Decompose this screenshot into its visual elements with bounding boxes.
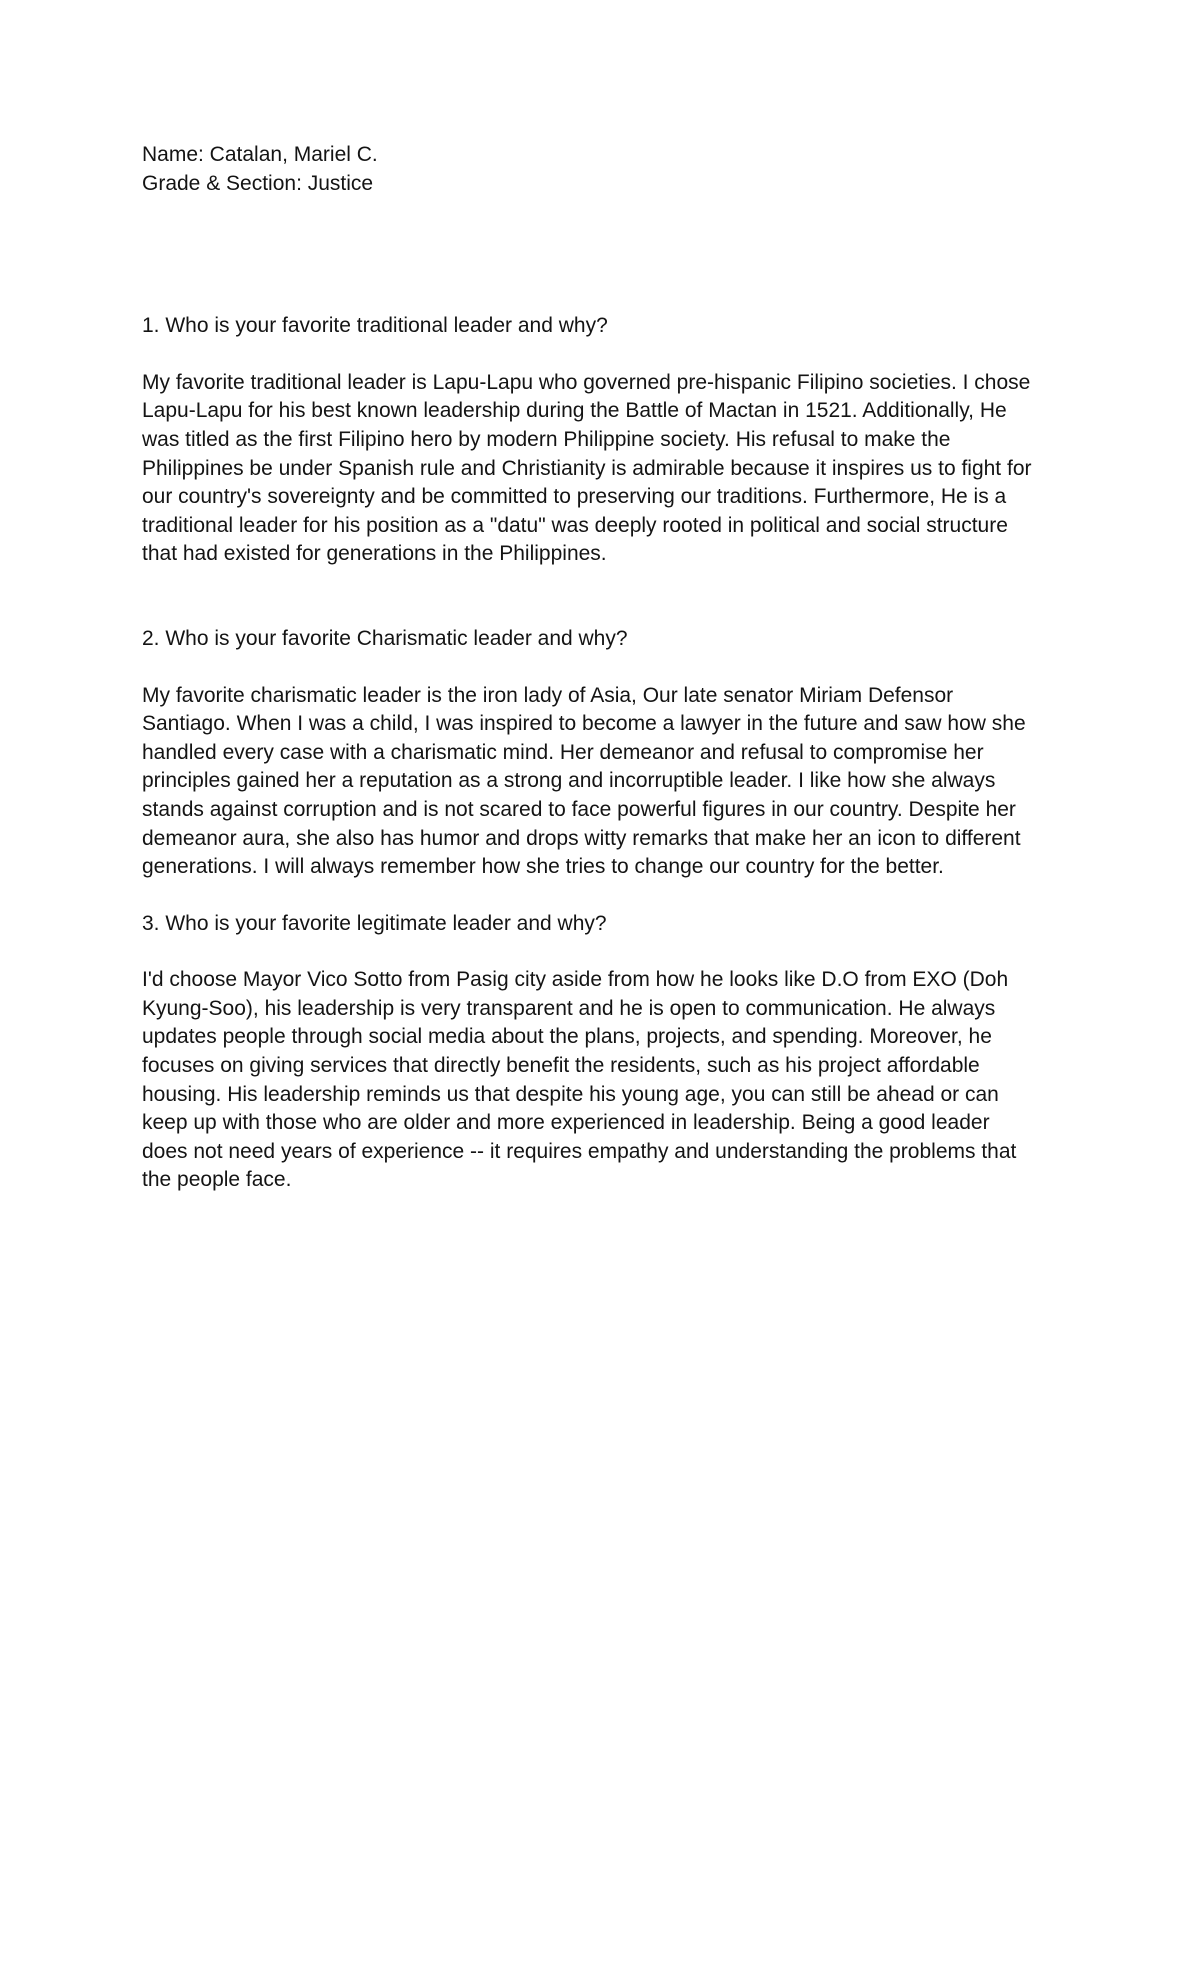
answer-line: focuses on giving services that directly benefit the residents, such as his project affordable (142, 1054, 980, 1078)
answer-line: updates people through social media about the plans, projects, and spending. Moreover, he (142, 1025, 992, 1049)
question-1 (142, 312, 1082, 341)
answer-line: the people face. (142, 1168, 292, 1192)
answer-3 (142, 966, 1082, 1195)
answer-line: demeanor aura, she also has humor and drops witty remarks that make her an icon to different (142, 826, 1021, 850)
question-2 (142, 625, 1082, 654)
document-page (142, 141, 1082, 1195)
grade-section: Grade & Section: Justice (142, 171, 374, 195)
answer-1 (142, 369, 1082, 569)
answer-line: I'd choose Mayor Vico Sotto from Pasig city aside from how he looks like D.O from EXO (Doh (142, 968, 1009, 992)
question-text: 3. Who is your favorite legitimate leader and why? (142, 911, 607, 935)
question-3 (142, 910, 1082, 939)
answer-line: principles gained her a reputation as a strong and incorruptible leader. I like how she always (142, 769, 996, 793)
answer-line: Santiago. When I was a child, I was inspired to become a lawyer in the future and saw how she (142, 712, 1026, 736)
answer-line: Philippines be under Spanish rule and Christianity is admirable because it inspires us to fight for (142, 456, 1032, 480)
question-text: 2. Who is your favorite Charismatic leader and why? (142, 626, 628, 650)
answer-line: keep up with those who are older and more experienced in leadership. Being a good leader (142, 1111, 990, 1135)
question-text: 1. Who is your favorite traditional leader and why? (142, 314, 608, 338)
answer-line: does not need years of experience -- it requires empathy and understanding the problems that (142, 1139, 1017, 1163)
answer-2 (142, 682, 1082, 882)
answer-line: housing. His leadership reminds us that despite his young age, you can still be ahead or can (142, 1082, 999, 1106)
student-header (142, 141, 1082, 198)
student-name: Name: Catalan, Mariel C. (142, 143, 378, 166)
answer-line: My favorite traditional leader is Lapu-Lapu who governed pre-hispanic Filipino societies. I chose (142, 370, 1031, 394)
answer-line: our country's sovereignty and be committed to preserving our traditions. Furthermore, He is a (142, 485, 1007, 509)
answer-line: My favorite charismatic leader is the iron lady of Asia, Our late senator Miriam Defensor (142, 683, 954, 707)
answer-line: was titled as the first Filipino hero by modern Philippine society. His refusal to make the (142, 427, 951, 451)
answer-line: handled every case with a charismatic mind. Her demeanor and refusal to compromise her (142, 740, 984, 764)
answer-line: Lapu-Lapu for his best known leadership during the Battle of Mactan in 1521. Additionally, He (142, 399, 1007, 423)
answer-line: generations. I will always remember how she tries to change our country for the better. (142, 855, 944, 879)
answer-line: stands against corruption and is not scared to face powerful figures in our country. Despite her (142, 797, 1016, 821)
answer-line: traditional leader for his position as a "datu" was deeply rooted in political and social structure (142, 513, 1008, 537)
answer-line: that had existed for generations in the Philippines. (142, 542, 607, 566)
answer-line: Kyung-Soo), his leadership is very transparent and he is open to communication. He always (142, 996, 996, 1020)
